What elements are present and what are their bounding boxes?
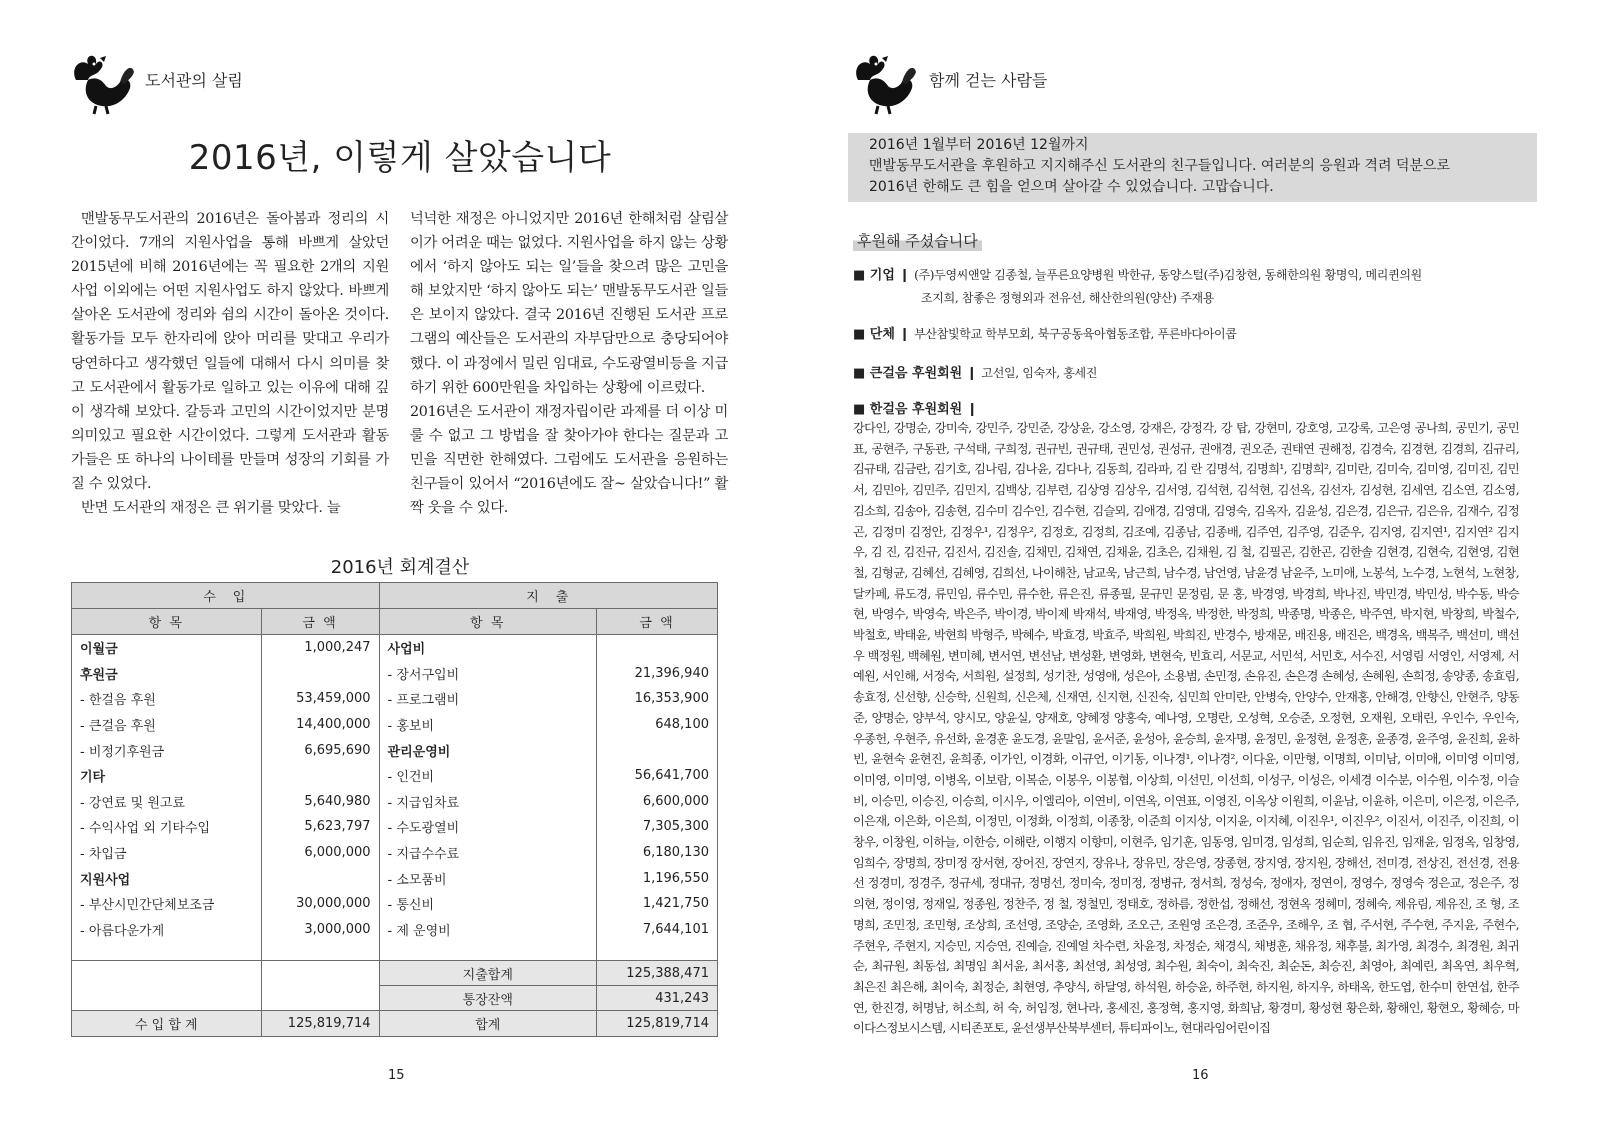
income-item: - 부산시민간단체보조금 <box>72 891 262 917</box>
income-amount <box>261 865 379 891</box>
expense-amount: 16,353,900 <box>597 686 718 712</box>
total: 125,819,714 <box>597 1011 718 1037</box>
expense-total-label: 지출합계 <box>379 961 597 986</box>
category-group <box>853 323 1237 346</box>
col-item: 항 목 <box>72 609 262 635</box>
table-row <box>72 635 718 661</box>
income-item: - 큰걸음 후원 <box>72 712 262 738</box>
income-amount: 30,000,000 <box>261 891 379 917</box>
income-header: 수 입 <box>72 583 380 609</box>
income-total: 125,819,714 <box>261 1011 379 1037</box>
income-amount: 6,695,690 <box>261 737 379 763</box>
expense-item: - 인건비 <box>379 763 597 789</box>
income-item: - 아름다운가게 <box>72 917 262 943</box>
table-row <box>72 712 718 738</box>
category-big-step <box>853 362 1097 385</box>
expense-item: - 홍보비 <box>379 712 597 738</box>
expense-item: 관리운영비 <box>379 737 597 763</box>
income-item: 후원금 <box>72 661 262 687</box>
body-column-2 <box>410 207 728 520</box>
page-number: 15 <box>388 1068 405 1083</box>
right-page <box>800 0 1600 1131</box>
table-row <box>72 737 718 763</box>
table-total-row <box>72 1011 718 1037</box>
expense-amount: 7,305,300 <box>597 814 718 840</box>
paragraph: 맨발동무도서관의 2016년은 돌아봄과 정리의 시간이었다. 7개의 지원사업을 통해 바쁘게 살았던 2015년에 비해 2016년에는 꼭 필요한 2개의 지원사업 이외에는 어떤 지원사업도 하지 않았다. 바쁘게 살아온 도서관에 정리와 쉼의 시간이 돌아온 것이다. 활동가들 모두 한자리에 앉아 머리를 맞대고 우리가 당연하다고 생각했던 일들에 대해서 다시 의미를 찾고 도서관에서 활동가로 일하고 있는 이유에 대해 깊이 생각해 보았다. 갈등과 고민의 시간이었지만 분명 의미있고 필요한 시간이었다. 그렇게 도서관과 활동가들은 또 하나의 나이테를 만들며 성장의 기회를 가질 수 있었다. <box>71 211 389 493</box>
category-label: ■ 단체 <box>853 327 895 342</box>
intro-line: 2016년 한해도 큰 힘을 얻으며 살아갈 수 있었습니다. 고맙습니다. <box>869 179 1274 195</box>
income-amount: 3,000,000 <box>261 917 379 943</box>
col-item: 항 목 <box>379 609 597 635</box>
expense-amount: 56,641,700 <box>597 763 718 789</box>
separator: ❙ <box>894 327 915 342</box>
income-item: - 비정기후원금 <box>72 737 262 763</box>
income-amount: 5,640,980 <box>261 789 379 815</box>
page-title: 2016년, 이렇게 살았습니다 <box>188 138 612 178</box>
category-names: (주)두영씨앤알 김종철, 늘푸른요양병원 박한규, 동양스털(주)김창현, 동해한의원 황명익, 메리퀸의원 <box>914 268 1422 282</box>
income-amount: 5,623,797 <box>261 814 379 840</box>
category-names: 고선일, 임숙자, 홍세진 <box>981 366 1098 380</box>
table-column-header <box>72 609 718 635</box>
income-item: 기타 <box>72 763 262 789</box>
expense-item: - 프로그램비 <box>379 686 597 712</box>
expense-amount <box>597 737 718 763</box>
paragraph: 2016년은 도서관이 재정자립이란 과제를 더 이상 미룰 수 없고 그 방법을 잘 찾아가야 한다는 질문과 고민을 직면한 한해였다. 그럼에도 도서관을 응원하는 친구들이 있어서 “2016년에도 잘~ 살았습니다!” 활짝 웃을 수 있다. <box>410 403 728 517</box>
expense-item: - 제 운영비 <box>379 917 597 943</box>
table-title: 2016년 회계결산 <box>330 557 470 578</box>
expense-item: 사업비 <box>379 635 597 661</box>
category-label: ■ 기업 <box>853 268 895 283</box>
category-corporate <box>853 264 1533 309</box>
table-row <box>72 917 718 943</box>
expense-item: - 장서구입비 <box>379 661 597 687</box>
expense-item: - 지급수수료 <box>379 840 597 866</box>
expense-total: 125,388,471 <box>597 961 718 986</box>
income-amount <box>261 763 379 789</box>
separator: ❙ <box>894 268 915 283</box>
income-total-label: 수 입 합 계 <box>72 1011 262 1037</box>
expense-amount: 21,396,940 <box>597 661 718 687</box>
member-names: 강다인, 강명순, 강미숙, 강민주, 강민준, 강상윤, 강소영, 강재은, 강정각, 강 탑, 강현미, 강호영, 고강록, 고은영 공나희, 공민기, 공민표, 공현주, 구동관, 구석태, 구희정, 권규빈, 권규태, 권민성, 권성규, 권애경, 권오준, 권태연 권해정, 김경숙, 김경현, 김경희, 김규리, 김규태, 김금란, 김기호, 김나림, 김나윤, 김다나, 김동희, 김라파, 김 란 김명석, 김명희¹, 김명희², 김미란, 김미숙, 김미영, 김미진, 김민서, 김민아, 김민주, 김민지, 김백상, 김부련, 김상영 김상우, 김서영, 김석현, 김석현, 김선옥, 김선자, 김성현, 김세연, 김소연, 김소영, 김소희, 김송아, 김송현, 김수미 김수인, 김수현, 김슬뫼, 김애경, 김영대, 김영숙, 김옥자, 김윤성, 김은경, 김은규, 김은유, 김재수, 김정곤, 김정미 김정안, 김정우¹, 김정우², 김정호, 김정희, 김조예, 김종남, 김종배, 김주연, 김주영, 김준우, 김지영, 김지연¹, 김지연² 김지우, 김 진, 김진규, 김진서, 김진솔, 김채민, 김채연, 김채윤, 김초은, 김채원, 김 철, 김필곤, 김한곤, 김한솔 김현경, 김현숙, 김현영, 김현철, 김형균, 김혜선, 김혜영, 김희선, 나이해찬, 남교욱, 남근희, 남수경, 남언영, 남윤경 남윤주, 노미애, 노봉석, 노수경, 노현석, 노현창, 달카페, 류도경, 류민임, 류수민, 류수한, 류은진, 류종필, 문규민 문정림, 문 홍, 박경영, 박경희, 박나진, 박민경, 박민성, 박수동, 박승현, 박영수, 박영숙, 박은주, 박이경, 박이제 박재석, 박재영, 박정옥, 박정한, 박정희, 박종명, 박종은, 박주연, 박지현, 박창희, 박철수, 박철호, 박태윤, 박현희 박형주, 박혜수, 박효경, 박효주, 박희원, 박희진, 반경수, 방재문, 배진용, 배진은, 백경옥, 백복주, 백선미, 백선우 백정원, 백혜원, 변미혜, 변서연, 변선남, 변성환, 변영화, 변현숙, 빈효리, 서문교, 서민석, 서민호, 서수진, 서영림 서영인, 서영제, 서예원, 서인해, 서정숙, 서희원, 설정희, 성기찬, 성영애, 성은아, 소용범, 손민정, 손유진, 손은경 손혜성, 손혜원, 손희정, 송양종, 송효림, 송효정, 신선향, 신승학, 신원희, 신은체, 신재연, 신지현, 신진숙, 심민희 안미란, 안병숙, 안양수, 안재홍, 안해경, 안향신, 안현주, 양동준, 양명순, 양부석, 양시모, 양윤실, 양재호, 양혜정 양홍숙, 예나영, 오명란, 오성혁, 오승준, 오정현, 오재원, 오태린, 우인수, 우인숙, 우종헌, 우현주, 유선화, 윤경훈 윤도경, 윤말임, 윤서준, 윤성아, 윤승희, 윤자명, 윤정민, 윤정현, 윤정훈, 윤종경, 윤주영, 윤진희, 윤하빈, 윤현숙 윤현진, 윤희종, 이가인, 이경화, 이규언, 이기동, 이나경¹, 이나경², 이다윤, 이만형, 이명희, 이미남, 이미애, 이미영 이미영, 이미영, 이미영, 이병옥, 이보람, 이복순, 이봉우, 이봉협, 이상희, 이선민, 이선희, 이성구, 이성은, 이세경 이수분, 이수원, 이수정, 이슬비, 이승민, 이승진, 이승희, 이시우, 이엘리아, 이연비, 이연옥, 이연표, 이영진, 이옥상 이원희, 이윤남, 이윤하, 이은미, 이은정, 이은주, 이은재, 이은화, 이은희, 이정민, 이정화, 이정희, 이종창, 이준희 이지상, 이지윤, 이지혜, 이진우¹, 이진우², 이진서, 이진주, 이진희, 이창우, 이창원, 이하늘, 이한승, 이해란, 이행지 이향미, 이현주, 임기훈, 임동영, 임미경, 임성희, 임순희, 임유진, 임재윤, 임정옥, 임창영, 임희수, 장명희, 장미정 장서현, 장어진, 장연지, 장유나, 장유민, 장은영, 장종현, 장지영, 장지원, 장해선, 전미경, 전상진, 전선경, 전용선 정경미, 정경주, 정규세, 정대규, 정명선, 정미숙, 정미정, 정병규, 정서희, 정성숙, 정애자, 정연이, 정영수, 정영숙 정은교, 정은주, 정의현, 정이영, 정재일, 정종원, 정찬주, 정 철, 정철민, 정태호, 정하름, 정한섭, 정해선, 정현옥 정혜미, 정혜숙, 제유림, 제유진, 조 형, 조명희, 조민정, 조민형, 조상희, 조선영, 조양순, 조영화, 조오근, 조원영 조은경, 조준우, 조해우, 조 협, 주서현, 주수현, 주지윤, 주현수, 주현우, 주현지, 지승민, 지승연, 진예슬, 진예얼 차수련, 차윤정, 차정순, 채경식, 채병훈, 채유정, 채후불, 최가영, 최경수, 최경원, 최귀순, 최규원, 최동섭, 최명임 최서윤, 최서홍, 최선영, 최성영, 최수원, 최숙이, 최숙진, 최순돈, 최승진, 최영아, 최예린, 최옥연, 최우혁, 최은진 최은해, 최이숙, 최정순, 최현영, 추양식, 하달영, 하석원, 하승윤, 하주현, 하지원, 하지우, 하태옥, 한도엽, 한수미 한연섭, 한주연, 한진경, 허명남, 허소희, 허 숙, 허임정, 현나라, 홍세진, 홍정혁, 홍지영, 화희남, 황경미, 황성현 황은화, 황해인, 황현오, 황혜승, 마이다스정보시스템, 시티존포토, 윤선생부산북부센터, 튜티파이노, 현대라임어린이집 <box>853 421 1519 1036</box>
page-number: 16 <box>1192 1068 1209 1083</box>
balance: 431,243 <box>597 986 718 1011</box>
expense-amount: 1,196,550 <box>597 865 718 891</box>
table-row <box>72 840 718 866</box>
table-row <box>72 865 718 891</box>
accounts-table <box>71 582 718 1037</box>
intro-box <box>848 133 1537 202</box>
expense-amount: 648,100 <box>597 712 718 738</box>
expense-item: - 지급임차료 <box>379 789 597 815</box>
table-gap-row <box>72 942 718 961</box>
expense-amount <box>597 635 718 661</box>
category-names-cont: 조지희, 참좋은 정형외과 전유선, 해산한의원(양산) 주재용 <box>921 291 1215 305</box>
total-label: 합계 <box>379 1011 597 1037</box>
body-column-1 <box>71 207 389 520</box>
section-label: 함께 걷는 사람들 <box>929 71 1048 90</box>
section-label: 도서관의 살림 <box>145 71 243 90</box>
table-row <box>72 686 718 712</box>
income-amount: 6,000,000 <box>261 840 379 866</box>
income-item: 이월금 <box>72 635 262 661</box>
table-row <box>72 814 718 840</box>
table-row <box>72 661 718 687</box>
expense-amount: 6,180,130 <box>597 840 718 866</box>
paragraph: 반면 도서관의 재정은 큰 위기를 맞았다. 늘 <box>81 500 341 517</box>
table-group-header <box>72 583 718 609</box>
expense-item: - 소모품비 <box>379 865 597 891</box>
income-item: - 한걸음 후원 <box>72 686 262 712</box>
income-amount: 14,400,000 <box>261 712 379 738</box>
income-item: - 강연료 및 원고료 <box>72 789 262 815</box>
col-amount: 금 액 <box>597 609 718 635</box>
paragraph: 넉넉한 재정은 아니었지만 2016년 한해처럼 살림살이가 어려운 때는 없었다. 지원사업을 하지 않는 상황에서 ‘하지 않아도 되는 일’들을 찾으려 많은 고민을 해 보았지만 ‘하지 않아도 되는’ 맨발동무도서관 일들은 보이지 않았다. 결국 2016년 진행된 도서관 프로그램의 예산들은 도서관의 자부담만으로 충당되어야 했다. 이 과정에서 밀린 임대료, 수도광열비등을 지급하기 위한 600만원을 차입하는 상황에 이르렀다. <box>410 211 728 396</box>
table-row <box>72 789 718 815</box>
table-row <box>72 763 718 789</box>
intro-line: 맨발동무도서관을 후원하고 지지해주신 도서관의 친구들입니다. 여러분의 응원과 격려 덕분으로 <box>869 158 1451 174</box>
rooster-icon <box>848 50 918 116</box>
table-row <box>72 986 718 1011</box>
intro-line: 2016년 1월부터 2016년 12월까지 <box>869 137 1089 153</box>
rooster-icon <box>66 50 136 116</box>
expense-header: 지 출 <box>379 583 717 609</box>
category-names: 부산참빛학교 학부모회, 북구공동육아협동조합, 푸른바다아이콥 <box>914 327 1237 341</box>
expense-item: - 수도광열비 <box>379 814 597 840</box>
separator: ❙ <box>962 366 982 381</box>
expense-amount: 7,644,101 <box>597 917 718 943</box>
col-amount: 금 액 <box>261 609 379 635</box>
income-item: - 차입금 <box>72 840 262 866</box>
separator: ❙ <box>962 402 978 417</box>
income-amount <box>261 661 379 687</box>
support-heading: 후원해 주셨습니다 <box>853 230 982 251</box>
table-row <box>72 961 718 986</box>
expense-amount: 1,421,750 <box>597 891 718 917</box>
balance-label: 통장잔액 <box>379 986 597 1011</box>
category-label: ■ 큰걸음 후원회원 <box>853 366 963 381</box>
income-item: - 수익사업 외 기타수입 <box>72 814 262 840</box>
income-item: 지원사업 <box>72 865 262 891</box>
category-label: ■ 한걸음 후원회원 <box>853 402 963 417</box>
expense-item: - 통신비 <box>379 891 597 917</box>
income-amount: 1,000,247 <box>261 635 379 661</box>
expense-amount: 6,600,000 <box>597 789 718 815</box>
table-row <box>72 891 718 917</box>
income-amount: 53,459,000 <box>261 686 379 712</box>
